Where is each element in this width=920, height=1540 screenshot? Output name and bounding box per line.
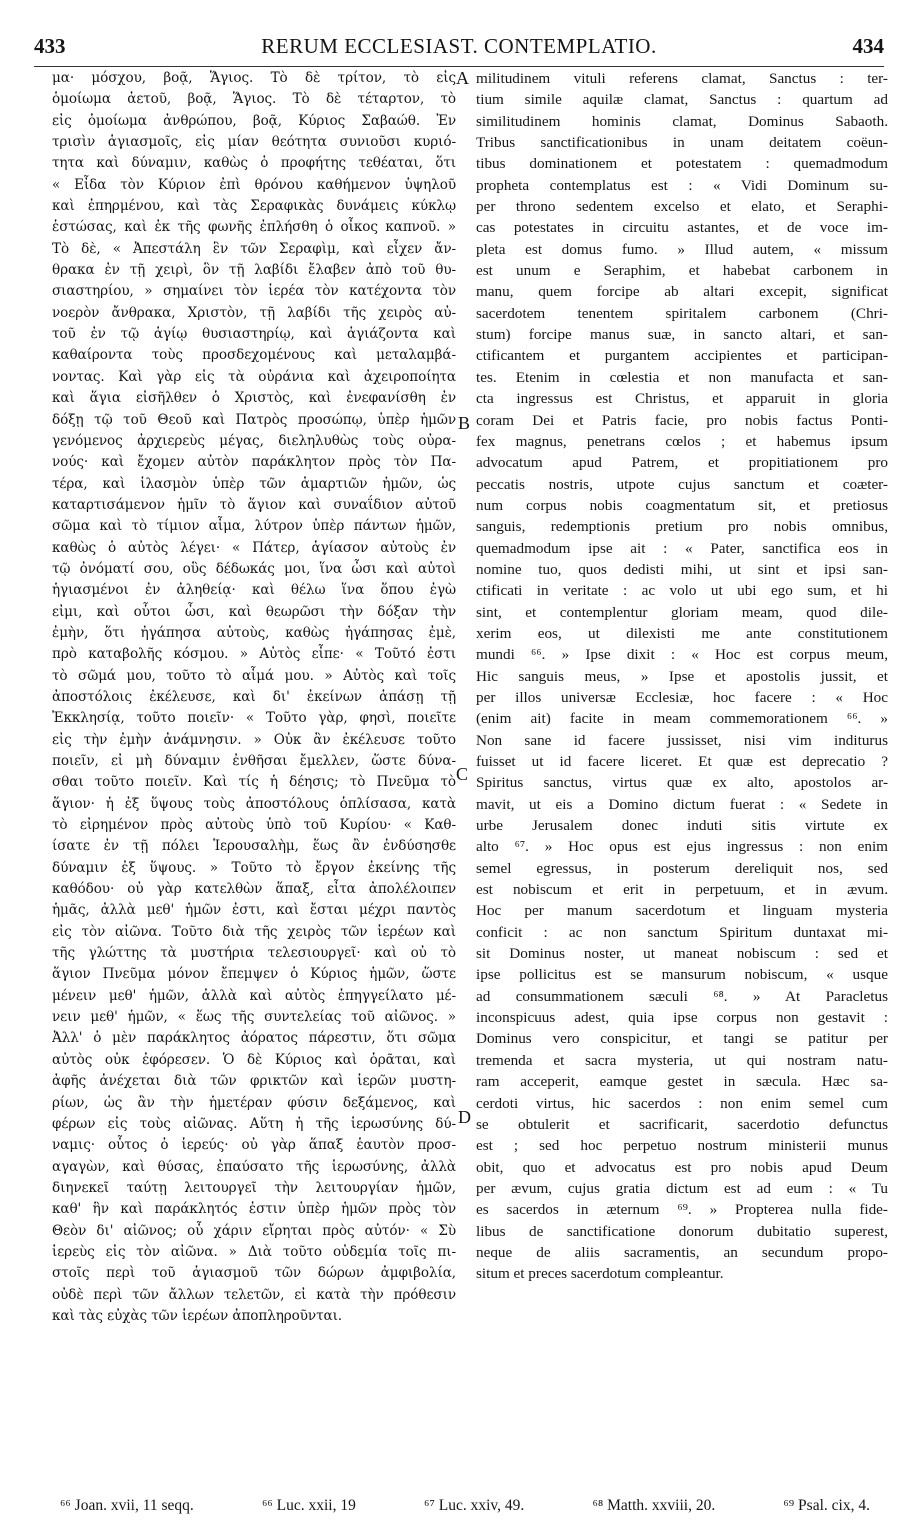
- section-marker-b: B: [458, 413, 471, 433]
- greek-text-line: πρὸ καταβολῆς κόσμου. » Αὐτὸς εἶπε· « Τοῦτό ἐστι: [52, 646, 456, 663]
- latin-text-line: cta ingressus est Christus, et apparuit in gloria: [476, 390, 888, 408]
- latin-text-line: fuisset ut id facere liceret. Et quæ est deprecatio ?: [476, 753, 888, 770]
- latin-text-line: per throno sedentem excelso et elato, et Seraphi-: [476, 198, 888, 216]
- greek-text-line: εἰς τὴν ἐμὴν ἀνάμνησιν. » Οὐκ ἂν ἐκέλευσε τοῦτο: [52, 731, 456, 748]
- latin-text-line: mavit, ut eis a Domino dictum fuerat : « Sedete in: [476, 795, 888, 813]
- latin-text-line: semel egressus, in posterum dereliquit nos, sed: [476, 859, 888, 877]
- footnote: ⁶⁷ Luc. xxiv, 49.: [424, 1497, 525, 1514]
- page-number-right: 434: [852, 34, 884, 58]
- latin-text-line: alto ⁶⁷. » Hoc opus est ejus ingressus : non enim: [476, 838, 888, 856]
- latin-text-line: pleta est domus fumo. » Illud autem, « missum: [476, 240, 888, 258]
- latin-text-line: neque de aliis sacramentis, an secundum propo-: [476, 1243, 888, 1261]
- greek-text-line: γενόμενος ἀρχιερεὺς μέγας, διεληλυθὼς τοὺς οὐρα-: [52, 432, 456, 449]
- greek-text-line: τὸ εἰρημένον πρὸς αὐτοὺς ὑπὸ τοῦ Κυρίου· « Καθ-: [52, 817, 456, 834]
- greek-text-line: μα· μόσχου, βοᾷ, Ἅγιος. Τὸ δὲ τρίτον, τὸ εἰς: [52, 70, 456, 86]
- greek-text-line: καθαίροντα τοὺς προσδεχομένους καὶ μεταλαμβά-: [52, 347, 456, 364]
- greek-text-line: ναμις· οὗτος ὁ ἱερεύς· οὐ γὰρ ἅπαξ ἑαυτὸν προσ-: [52, 1137, 456, 1154]
- greek-text-line: ἀφῆς ἀνέχεται διὰ τῶν φρικτῶν καὶ ἱερῶν μυστη-: [52, 1073, 456, 1090]
- latin-text-line: est unum e Seraphim, et habebat carbonem in: [476, 262, 888, 280]
- greek-text-line: ἅγιον· ἡ ἐξ ὕψους τοὺς ἀποστόλους ὁπλίσασα, κατὰ: [52, 795, 456, 812]
- greek-text-line: διηνεκεῖ ταύτῃ λειτουργεῖ τὴν λειτουργίαν ἡμῶν,: [52, 1179, 456, 1196]
- greek-text-line: τὸ σῶμά μου, τοῦτο τὸ αἷμά μου. » Αὐτὸς καὶ τοῖς: [52, 667, 456, 684]
- latin-text-line: ram acceperit, eamque gestet in sæcula. Hæc sa-: [476, 1073, 888, 1091]
- latin-text-line: quemadmodum ipse ait : « Pater, sanctifica eos in: [476, 539, 888, 557]
- latin-text-line: est ; sed hoc perpetuo nostrum ministerii munus: [476, 1137, 888, 1155]
- running-title: RERUM ECCLESIAST. CONTEMPLATIO.: [261, 34, 657, 58]
- greek-text-line: σῶμα καὶ τὸ τίμιον αἷμα, λύτρον ὑπὲρ πάντων ἡμῶν,: [52, 518, 456, 535]
- latin-text-line: es sacerdos in æternum ⁶⁹. » Propterea nulla fide-: [476, 1201, 888, 1219]
- latin-text-line: Non sane id facere jussisset, nisi vim inditurus: [476, 731, 888, 749]
- greek-text-line: νούς· καὶ ἔχομεν αὐτὸν παράκλητον πρὸς τὸν Πα-: [52, 454, 456, 471]
- greek-text-line: ἱερεὺς εἰς τὸν αἰῶνα. » Διὰ τοῦτο οὐδεμία τοῖς πι-: [52, 1243, 456, 1260]
- latin-text-line: per illos universæ Ecclesiæ, hoc facere : « Hoc: [476, 688, 888, 706]
- latin-text-line: Tribus sanctificationibus in unam deitatem coëun-: [476, 134, 888, 152]
- greek-text-line: Τὸ δὲ, « Ἀπεστάλη ἓν τῶν Σεραφὶμ, καὶ εἶχεν ἄν-: [52, 240, 456, 257]
- running-header: [34, 34, 884, 62]
- greek-text-line: αὐτὸς οὐκ ἐφόρεσεν. Ὁ δὲ Κύριος καὶ ὁρᾶται, καὶ: [52, 1051, 456, 1068]
- greek-column: [52, 68, 456, 1327]
- latin-text-line: per ævum, cujus gratia dictum est ad eum : « Tu: [476, 1179, 888, 1197]
- latin-text-line: manu, quem forcipe ab altari excepit, significat: [476, 283, 888, 301]
- greek-text-line: νοντας. Καὶ γὰρ εἰς τὰ οὐράνια καὶ ἀχειροποίητα: [52, 368, 456, 385]
- latin-text-line: tibus dominationem et potestatem : quemadmodum: [476, 155, 888, 173]
- footnotes: [60, 1497, 870, 1515]
- greek-text-line: ἑστώσας, καὶ ἐκ τῆς φωνῆς ἐπλήσθη ὁ οἶκος καπνοῦ. »: [52, 219, 456, 236]
- footnote: ⁶⁶ Joan. xvii, 11 seqq.: [60, 1497, 194, 1514]
- greek-text-line: καὶ ἐπηρμένου, καὶ τὰς Σεραφικὰς δυνάμεις κύκλῳ: [52, 198, 456, 215]
- latin-text-line: tium simile aquilæ clamat, Sanctus : quartum ad: [476, 91, 888, 109]
- latin-text-line: sanguis, redemptionis pretium pro nobis omnibus,: [476, 518, 888, 536]
- latin-text-line: ad consummationem sæculi ⁶⁸. » At Paracletus: [476, 987, 888, 1005]
- greek-text-line: ἡγιασμένοι ἐν ἀληθείᾳ· καὶ θέλω ἵνα ὅπου ἐγὼ: [52, 582, 456, 599]
- greek-text-line: τοῦ ἐν τῷ ἁγίῳ θυσιαστηρίῳ, καὶ ἁγιάζοντα καὶ: [52, 326, 456, 343]
- greek-text-line: τῆς γλώττης τὰ μυστήρια τελεσιουργεῖ· καὶ οὐ τὸ: [52, 945, 456, 962]
- latin-text-line: propheta contemplatus est : « Vidi Dominum su-: [476, 176, 888, 194]
- latin-text-line: stum) forcipe manus suæ, in sancto altari, et san-: [476, 326, 888, 344]
- greek-text-line: ὁμοίωμα ἀετοῦ, βοᾷ, Ἅγιος. Τὸ δὲ τέταρτον, τὸ: [52, 91, 456, 108]
- latin-text-line: obit, quo et advocatus est pro nobis apud Deum: [476, 1158, 888, 1176]
- greek-text-line: οὐδὲ περὶ τῶν ἄλλων τελετῶν, εἰ κατὰ τὴν πρόθεσιν: [52, 1286, 456, 1303]
- greek-text-line: φέρων εἰς τοὺς αἰῶνας. Αὕτη ἡ τῆς ἱερωσύνης δύ-: [52, 1115, 456, 1132]
- latin-text-line: militudinem vituli referens clamat, Sanctus : ter-: [476, 70, 888, 87]
- greek-text-line: τῷ ὀνόματί σου, οὓς δέδωκάς μοι, ἵνα ὦσι καὶ αὐτοὶ: [52, 560, 456, 577]
- greek-text-line: καταρτισάμενον ἡμῖν τὸ ἅγιον καὶ συναΐδιον αὐτοῦ: [52, 496, 456, 513]
- greek-text-line: σιαστηρίου, » σημαίνει τὸν ἱερέα τὸν κατέχοντα τὸν: [52, 283, 456, 300]
- greek-text-line: καὶ ἅγια εἰσῆλθεν ὁ Χριστὸς, καὶ ἐνεφανίσθη ἐν: [52, 390, 456, 407]
- latin-text-line: libus de sanctificatione donorum dubitatio superest,: [476, 1222, 888, 1240]
- greek-text-line: δόξῃ τῷ τοῦ Θεοῦ καὶ Πατρὸς προσώπῳ, ὑπὲρ ἡμῶν: [52, 411, 456, 428]
- greek-text-line: εἰμι, καὶ οὗτοι ὦσι, καὶ θεωρῶσι τὴν δόξαν τὴν: [52, 603, 456, 620]
- latin-text-line: urbe Jerusalem donec induti sitis virtute ex: [476, 817, 888, 835]
- greek-text-line: Ἀλλ' ὁ μὲν παράκλητος ἀόρατος πάρεστιν, ὅτι σῶμα: [52, 1030, 456, 1047]
- latin-text-line: coram Dei et Patris facie, pro nobis factus Ponti-: [476, 411, 888, 429]
- latin-text-line: se obtulerit et sacrificarit, sacerdotio defunctus: [476, 1115, 888, 1133]
- latin-text-line: (enim ait) facite in meam commemorationem ⁶⁶. »: [476, 710, 888, 728]
- latin-text-line: Hoc per manum sacerdotum et linguam mysteria: [476, 902, 888, 920]
- page-number-left: 433: [34, 34, 66, 58]
- greek-text-line: καθόδου· οὐ γὰρ κατελθὼν ἅπαξ, εἶτα ἀπολέλοιπεν: [52, 881, 456, 898]
- greek-text-line: Θεὸν δι' αἰῶνος; οὗ χάριν εἴρηται πρὸς αὐτόν· « Σὺ: [52, 1222, 456, 1239]
- latin-text-line: cerdoti virtus, hic sacerdos : non enim semel cum: [476, 1094, 888, 1112]
- greek-text-line: τητα καὶ δύναμιν, καθὼς ὁ προφήτης τεθέαται, ὅτι: [52, 155, 456, 172]
- greek-text-line: καθ' ἣν καὶ παράκλητός ἐστιν ὑπὲρ ἡμῶν πρὸς τὸν: [52, 1201, 456, 1218]
- latin-text-line: tremenda et sacra mysteria, ut qui nostram natu-: [476, 1051, 888, 1069]
- greek-text-line: Ἐκκλησίᾳ, τοῦτο ποιεῖν· « Τοῦτο γὰρ, φησὶ, ποιεῖτε: [52, 710, 456, 727]
- greek-text-line: ἡμᾶς, ἀλλὰ μεθ' ἡμῶν ἐστι, καὶ ἔσται μέχρι παντὸς: [52, 902, 456, 919]
- latin-text-line: Hic sanguis meus, » Ipse et apostolis jussit, et: [476, 667, 888, 685]
- latin-text-line: cas potestates in circuitu astantes, et de voce im-: [476, 219, 888, 237]
- latin-text-line: Spiritus sanctus, virtus quæ ex alto, apostolos ar-: [476, 774, 888, 792]
- latin-text-line: advocatum apud Patrem, et propitiationem pro: [476, 454, 888, 472]
- greek-text-line: δύναμιν ἐξ ὕψους. » Τοῦτο τὸ ἔργον ἐκείνης τῆς: [52, 859, 456, 876]
- greek-text-line: στοῖς περὶ τοῦ ἁγιασμοῦ τῶν δώρων ἀμφιβολία,: [52, 1265, 456, 1282]
- section-marker-a: A: [456, 68, 469, 88]
- greek-text-line: σθαι τοῦτο ποιεῖν. Καὶ τίς ἡ δέησις; τὸ Πνεῦμα τὸ: [52, 774, 456, 791]
- latin-text-line: fex magnus, penetrans cœlos ; et habemus ipsum: [476, 432, 888, 450]
- latin-text-line: peccatis nostris, utpote cujus sanctum et coæter-: [476, 475, 888, 493]
- latin-text-line: est nobiscum et erit in perpetuum, et in ævum.: [476, 881, 888, 899]
- header-rule: [34, 66, 884, 67]
- greek-text-line: μένειν μεθ' ἡμῶν, ἀλλὰ καὶ αὐτὸς ἐπηγγείλατο μέ-: [52, 987, 456, 1004]
- latin-text-line: mundi ⁶⁶. » Ipse dixit : « Hoc est corpus meum,: [476, 646, 888, 664]
- section-marker-d: D: [458, 1107, 471, 1127]
- greek-text-line: ποιεῖν, εἰ μὴ δύναμιν ἐνθῆσαι ἔμελλεν, ὥστε δύνα-: [52, 753, 456, 769]
- greek-text-line: τέρα, καὶ ἱλασμὸν ὑπὲρ τῶν ἁμαρτιῶν ἡμῶν, ὡς: [52, 475, 456, 492]
- footnote: ⁶⁶ Luc. xxii, 19: [261, 1497, 356, 1514]
- latin-text-line: ctificati in veritate : ac volo ut ubi ego sum, et hi: [476, 582, 888, 600]
- greek-text-line: τρισὶν ἁγιασμοῖς, εἰς μίαν θεότητα συνιοῦσι κυριό-: [52, 134, 456, 151]
- latin-text-line: conficit : ac non sanctum Spiritum duntaxat mi-: [476, 923, 888, 941]
- greek-text-line: θρακα ἐν τῇ χειρὶ, ὃν τῇ λαβίδι ἔλαβεν ἀπὸ τοῦ θυ-: [52, 262, 456, 279]
- latin-text-line: Dominus vero conspicitur, et tangi se patitur per: [476, 1030, 888, 1048]
- greek-text-line: νοερὸν ἄνθρακα, Χριστὸν, τῇ λαβίδι τῆς χειρὸς αὐ-: [52, 304, 456, 321]
- greek-text-line: καθὼς ὁ αὐτὸς λέγει· « Πάτερ, ἁγίασον αὐτοὺς ἐν: [52, 539, 456, 556]
- greek-text-line: ἅγιον Πνεῦμα μόνον ἔπεμψεν ὁ Κύριος ἡμῶν, ὥστε: [52, 966, 456, 983]
- greek-text-line: εἰς ὁμοίωμα ἀνθρώπου, βοᾷ, Κύριος Σαβαώθ. Ἐν: [52, 112, 456, 129]
- latin-text-line: situm et preces sacerdotum compleantur.: [476, 1265, 724, 1283]
- latin-text-line: sint, et contemplentur gloriam meam, quod dile-: [476, 603, 888, 621]
- section-marker-c: C: [456, 764, 469, 784]
- greek-text-line: καὶ τὰς εὐχὰς τῶν ἱερέων ἀποπληροῦνται.: [52, 1307, 343, 1324]
- latin-text-line: xerim eos, ut dilexisti me ante constitutionem: [476, 624, 888, 642]
- latin-column: [476, 68, 888, 1285]
- latin-text-line: sit Dominus noster, ut maneat nobiscum : sed et: [476, 945, 888, 963]
- latin-text-line: tes. Etenim in cœlestia et non manufacta et san-: [476, 368, 888, 386]
- latin-text-line: ctificantem et purgantem accipientes et participan-: [476, 347, 888, 365]
- latin-text-line: num corpus nobis coagmentatum sit, et pretiosus: [476, 496, 888, 514]
- greek-text-line: ίσατε ἐν τῇ πόλει Ἱερουσαλὴμ, ἕως ἂν ἐνδύσησθε: [52, 838, 456, 855]
- latin-text-line: inconspicuus adest, quia ipse corpus non gestavit :: [476, 1009, 888, 1027]
- latin-text-line: sacerdotem tenentem spiritalem carbonem (Chri-: [476, 304, 888, 322]
- greek-text-line: αγαγὼν, καὶ θύσας, ἐπαύσατο τῆς ἱερωσύνης, ἀλλὰ: [52, 1158, 456, 1175]
- greek-text-line: ἀποστόλοις ἐκέλευσε, καὶ δι' ἐκείνων ἁπάσῃ τῇ: [52, 688, 456, 705]
- latin-text-line: similitudinem hominis clamat, Dominus Sabaoth.: [476, 112, 888, 130]
- latin-text-line: ipse pollicitus est se mansurum nobiscum, « usque: [476, 966, 888, 984]
- greek-text-line: εἰς τὸν αἰῶνα. Τοῦτο διὰ τῆς χειρὸς τῶν ἱερέων καὶ: [52, 923, 456, 940]
- footnote: ⁶⁹ Psal. cix, 4.: [783, 1497, 870, 1514]
- latin-text-line: nomine tuo, quos dedisti mihi, ut sint et ipsi san-: [476, 560, 888, 578]
- greek-text-line: ἐμὴν, ὅτι ἠγάπησα αὐτοὺς, καθὼς ἠγάπησας ἐμὲ,: [52, 624, 456, 641]
- footnote: ⁶⁸ Matth. xxviii, 20.: [592, 1497, 716, 1514]
- greek-text-line: ρίων, ὡς ἂν τὴν ἡμετέραν φύσιν δεξάμενος, καὶ: [52, 1094, 456, 1111]
- greek-text-line: νειν μεθ' ἡμῶν, « ἕως τῆς συντελείας τοῦ αἰῶνος. »: [52, 1009, 456, 1026]
- greek-text-line: « Εἶδα τὸν Κύριον ἐπὶ θρόνου καθήμενον ὑψηλοῦ: [52, 176, 456, 193]
